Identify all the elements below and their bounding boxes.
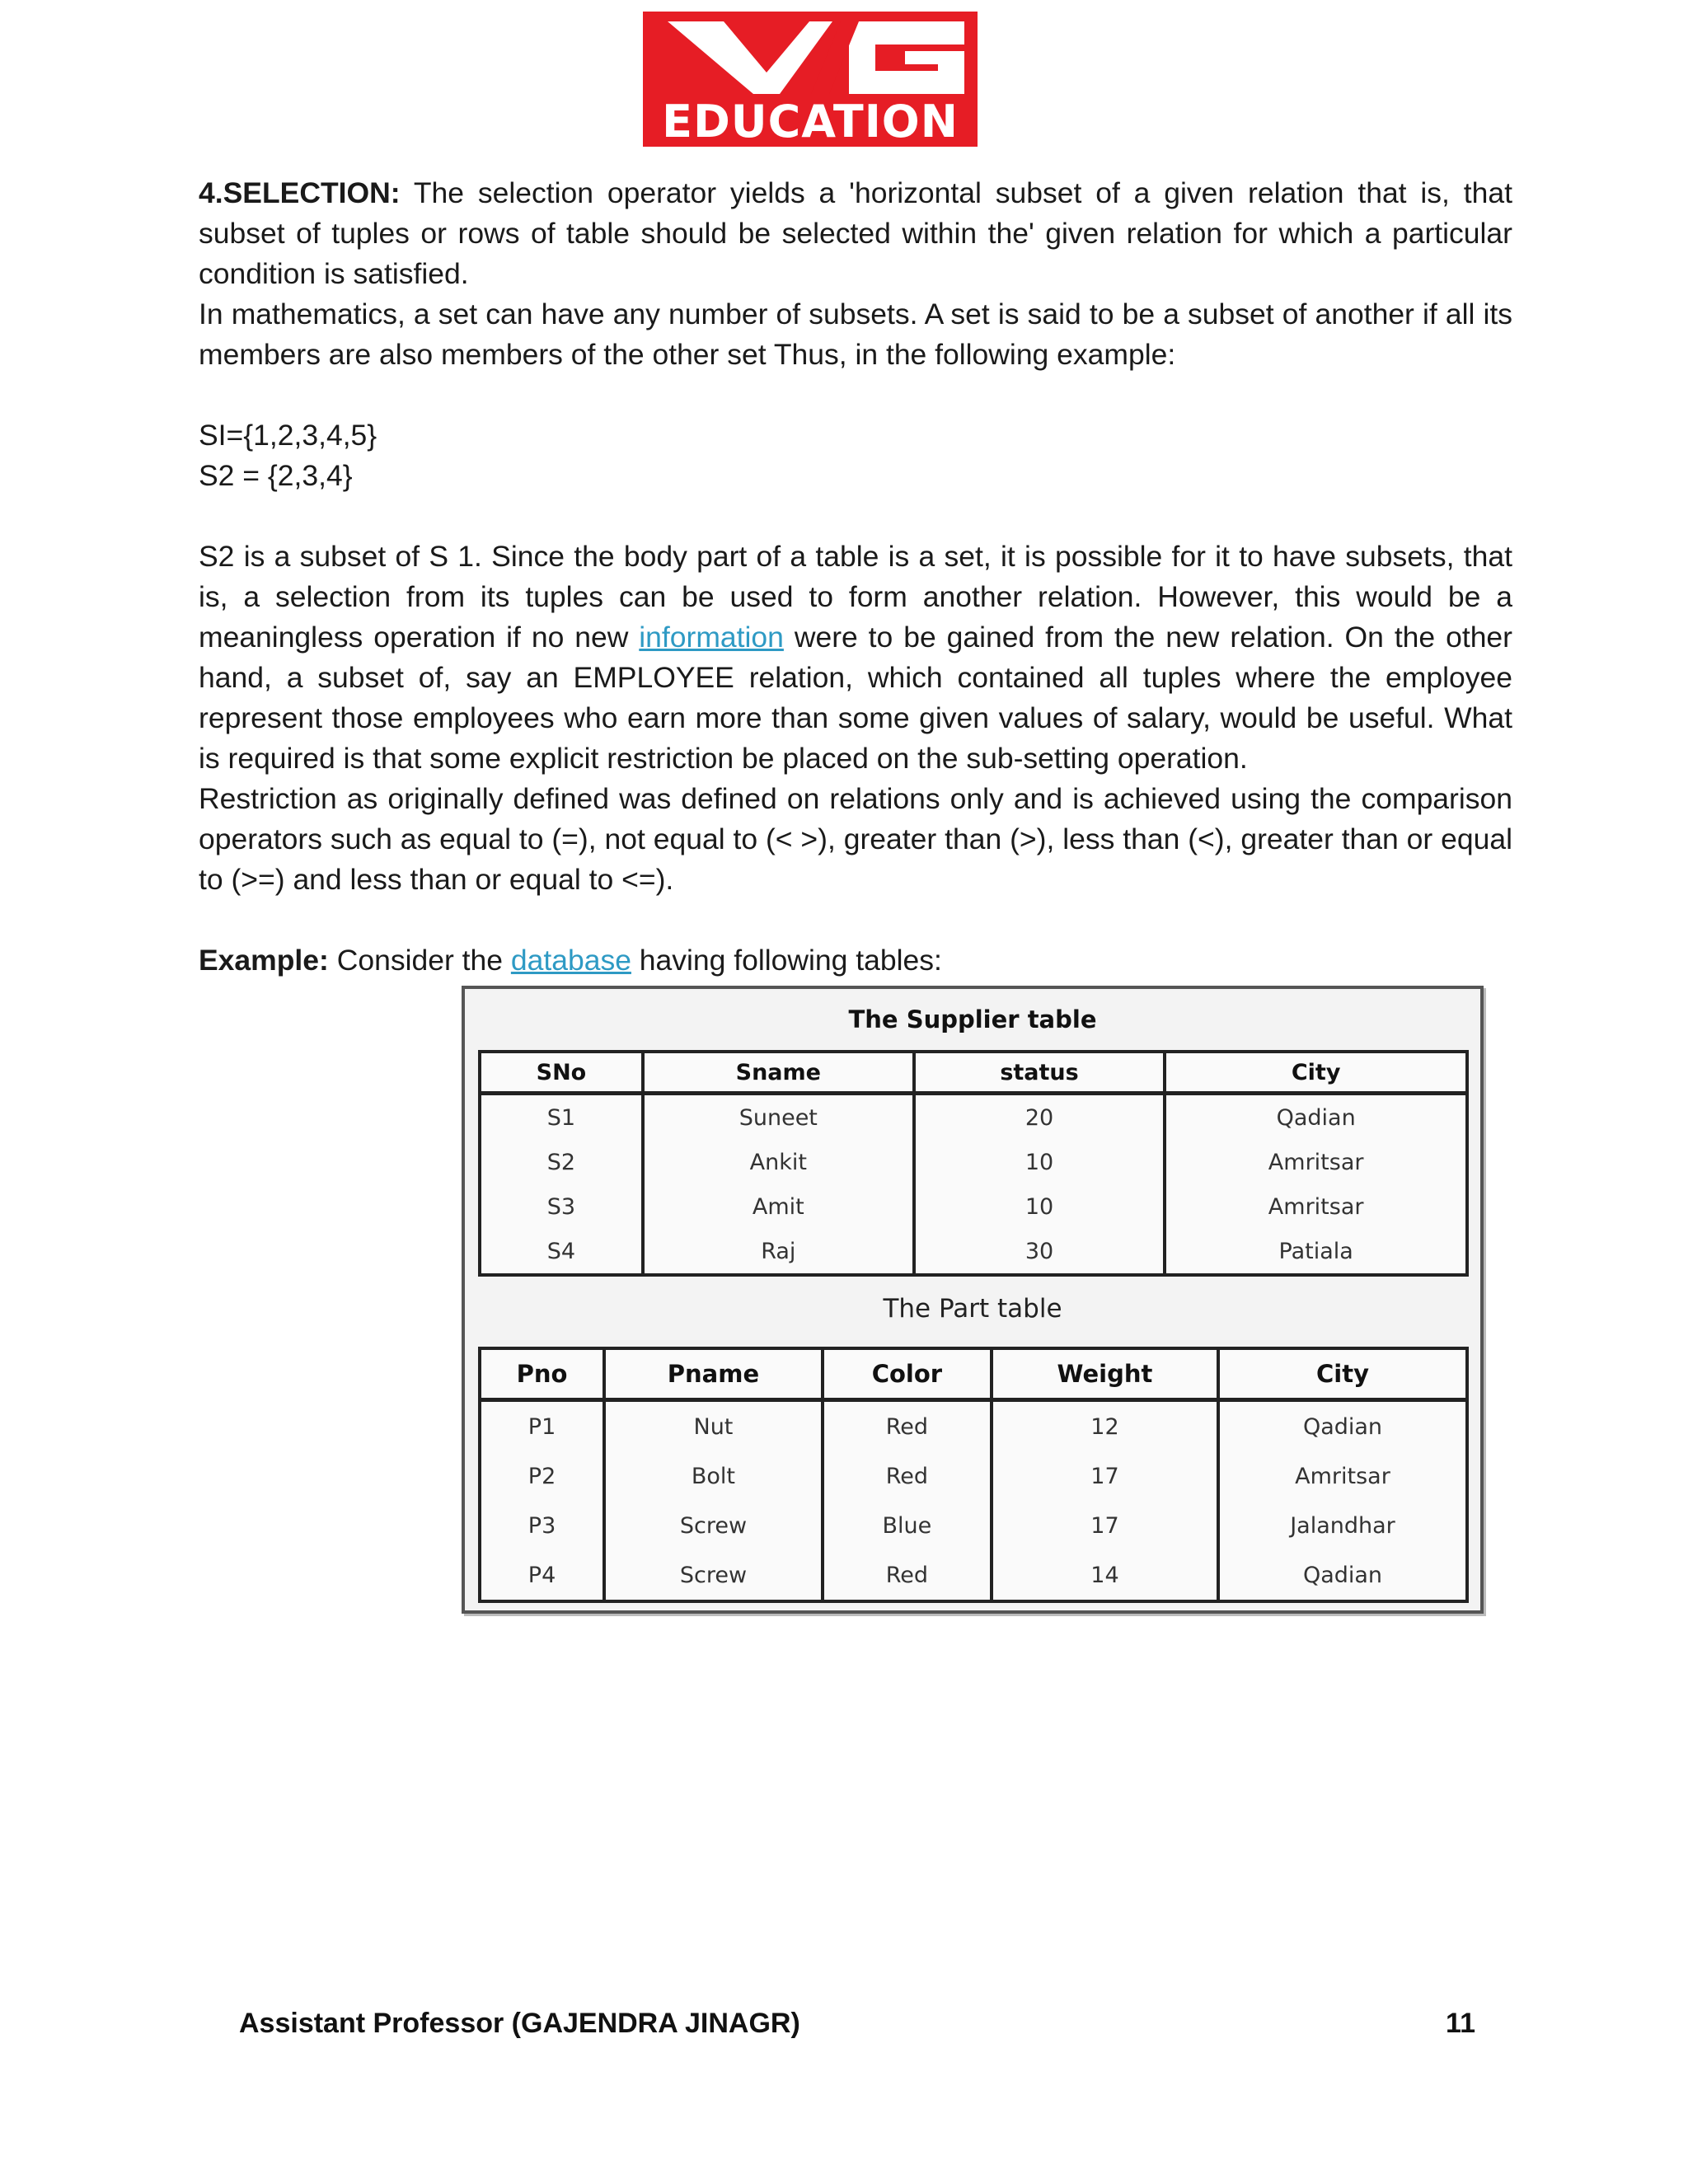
para3-text-start: S2 is a subset of S 1. Since the body part of a table is a set, it is possible for it to have subsets, that is, a selection from its tuples can be used to form another relation. However, this would be a meaningless operation if no new	[199, 540, 1512, 654]
supplier-body	[480, 1094, 1467, 1276]
table-row	[480, 1140, 1467, 1184]
part-column-header: City	[1218, 1348, 1467, 1400]
part-cell: Jalandhar	[1218, 1501, 1467, 1550]
section-heading: 4.SELECTION:	[199, 176, 401, 209]
table-row	[480, 1550, 1467, 1601]
supplier-column-header: City	[1165, 1052, 1467, 1094]
subset-paragraph: In mathematics, a set can have any number of subsets. A set is said to be a subset of another if all its members are also members of the other set Thus, in the following example:	[199, 298, 1512, 371]
supplier-cell: 30	[914, 1229, 1165, 1275]
example-text-end: having following tables:	[631, 944, 942, 977]
part-body	[480, 1400, 1467, 1602]
table-row	[480, 1501, 1467, 1550]
table-row	[480, 1400, 1467, 1452]
supplier-cell: S4	[480, 1229, 643, 1275]
page-footer	[239, 2008, 1475, 2040]
part-column-header: Color	[823, 1348, 992, 1400]
supplier-cell: Amritsar	[1165, 1140, 1467, 1184]
set-s1: SI={1,2,3,4,5}	[199, 419, 377, 452]
supplier-table	[478, 1050, 1469, 1277]
part-header-row	[480, 1348, 1467, 1400]
table-row	[480, 1451, 1467, 1501]
supplier-cell: 10	[914, 1140, 1165, 1184]
part-cell: P2	[480, 1451, 604, 1501]
supplier-cell: Amritsar	[1165, 1184, 1467, 1229]
supplier-cell: Ankit	[643, 1140, 914, 1184]
part-cell: Screw	[604, 1501, 823, 1550]
part-table	[478, 1347, 1469, 1603]
supplier-cell: 10	[914, 1184, 1165, 1229]
part-column-header: Pno	[480, 1348, 604, 1400]
table-row	[480, 1184, 1467, 1229]
supplier-cell: S3	[480, 1184, 643, 1229]
part-cell: Qadian	[1218, 1550, 1467, 1601]
example-line	[199, 940, 1512, 981]
part-column-header: Pname	[604, 1348, 823, 1400]
example-label: Example:	[199, 944, 329, 977]
footer-author: Assistant Professor (GAJENDRA JINAGR)	[239, 2008, 800, 2039]
supplier-cell: Patiala	[1165, 1229, 1467, 1275]
supplier-column-header: Sname	[643, 1052, 914, 1094]
supplier-column-header: status	[914, 1052, 1165, 1094]
part-column-header: Weight	[992, 1348, 1218, 1400]
restriction-paragraph: Restriction as originally defined was defined on relations only and is achieved using the comparison operators such as equal to (=), not equal to (< >), greater than (>), less than (<), greater than or equal to (>=) and less than or equal to <=).	[199, 782, 1512, 896]
part-cell: 12	[992, 1400, 1218, 1452]
table-row	[480, 1094, 1467, 1141]
part-cell: Red	[823, 1451, 992, 1501]
part-cell: P1	[480, 1400, 604, 1452]
logo-text: EDUCATION	[662, 96, 959, 147]
supplier-cell: Suneet	[643, 1094, 914, 1141]
selection-intro: The selection operator yields a 'horizontal subset of a given relation that is, that subset of tuples or rows of table should be selected within the' given relation for which a particular condition is satisfied.	[199, 176, 1512, 290]
database-link[interactable]: database	[510, 944, 631, 977]
supplier-cell: Qadian	[1165, 1094, 1467, 1141]
document-body	[199, 173, 1512, 981]
tables-figure	[462, 986, 1484, 1614]
page-number: 11	[1446, 2008, 1475, 2039]
set-s2: S2 = {2,3,4}	[199, 459, 353, 492]
part-cell: 17	[992, 1501, 1218, 1550]
part-cell: P3	[480, 1501, 604, 1550]
supplier-cell: S1	[480, 1094, 643, 1141]
part-cell: P4	[480, 1550, 604, 1601]
vg-education-logo	[643, 12, 978, 147]
part-cell: Bolt	[604, 1451, 823, 1501]
supplier-table-title: The Supplier table	[848, 1005, 1097, 1033]
para3-text-end: were to be gained from the new relation. On the other hand, a subset of, say an EMPLOYEE relation, which contained all tuples where the employee represent those employees who earn more than some given values of salary, would be useful. What is required is that some explicit restriction be placed on the sub-setting operation.	[199, 621, 1513, 775]
supplier-cell: Raj	[643, 1229, 914, 1275]
supplier-column-header: SNo	[480, 1052, 643, 1094]
table-row	[480, 1229, 1467, 1275]
vg-logo-icon	[643, 12, 978, 97]
part-cell: Amritsar	[1218, 1451, 1467, 1501]
information-link[interactable]: information	[639, 621, 784, 654]
part-cell: Qadian	[1218, 1400, 1467, 1452]
part-cell: Nut	[604, 1400, 823, 1452]
supplier-cell: S2	[480, 1140, 643, 1184]
part-table-title: The Part table	[883, 1294, 1062, 1324]
part-cell: Red	[823, 1400, 992, 1452]
part-cell: Red	[823, 1550, 992, 1601]
part-cell: Screw	[604, 1550, 823, 1601]
example-text-start: Consider the	[328, 944, 511, 977]
part-cell: Blue	[823, 1501, 992, 1550]
part-cell: 17	[992, 1451, 1218, 1501]
supplier-cell: 20	[914, 1094, 1165, 1141]
subset-explanation-paragraph	[199, 537, 1512, 779]
part-cell: 14	[992, 1550, 1218, 1601]
supplier-cell: Amit	[643, 1184, 914, 1229]
supplier-header-row	[480, 1052, 1467, 1094]
selection-paragraph	[199, 173, 1512, 294]
